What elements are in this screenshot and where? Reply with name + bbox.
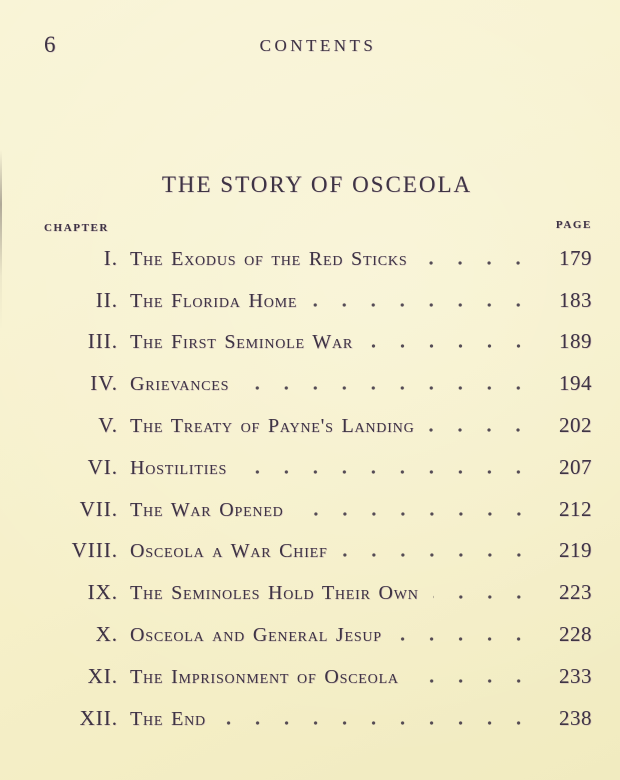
chapter-title: The Imprisonment of Osceola — [130, 665, 399, 688]
chapter-title: The Treaty of Payne's Landing — [130, 414, 415, 437]
chapter-title: The Florida Home — [130, 289, 298, 312]
chapter-numeral: X. — [95, 621, 118, 646]
chapter-page-number: 233 — [559, 663, 592, 688]
toc-entry — [45, 364, 592, 406]
chapter-page-number: 212 — [559, 496, 592, 521]
running-head: CONTENTS — [259, 36, 377, 55]
toc-entry — [45, 657, 592, 699]
chapter-numeral: VIII. — [71, 538, 118, 563]
toc-entry — [45, 615, 592, 657]
chapter-title: The Exodus of the Red Sticks — [130, 247, 408, 270]
chapter-numeral: IX. — [87, 580, 118, 605]
dot-leader-icon — [367, 344, 533, 348]
toc-entry — [45, 406, 592, 448]
page-column-label: PAGE — [555, 219, 592, 231]
dot-leader-icon — [311, 303, 533, 307]
chapter-title: Grievances — [130, 373, 230, 396]
chapter-numeral: I. — [103, 245, 118, 270]
dot-leader-icon — [396, 637, 533, 641]
page-number: 6 — [44, 32, 56, 57]
chapter-page-number: 189 — [559, 329, 592, 354]
dot-leader-icon — [433, 595, 533, 599]
chapter-title: Hostilities — [130, 456, 228, 479]
toc-entry — [45, 281, 592, 323]
chapter-numeral: XII. — [79, 705, 118, 730]
chapter-page-number: 238 — [559, 705, 592, 730]
chapter-page-number: 228 — [559, 621, 592, 646]
chapter-page-number: 179 — [559, 245, 592, 270]
chapter-page-number: 194 — [559, 371, 592, 396]
dot-leader-icon — [220, 721, 533, 725]
chapter-numeral: IV. — [90, 371, 118, 396]
chapter-page-number: 219 — [559, 538, 592, 563]
chapter-page-number: 183 — [559, 287, 592, 312]
dot-leader-icon — [421, 261, 533, 265]
dot-leader-icon — [413, 679, 533, 683]
chapter-title: The First Seminole War — [130, 331, 354, 354]
toc-entry — [45, 490, 592, 532]
dot-leader-icon — [428, 428, 533, 432]
chapter-title: The End — [130, 707, 206, 730]
chapter-title: The Seminoles Hold Their Own — [130, 582, 419, 605]
chapter-numeral: V. — [98, 412, 118, 437]
dot-leader-icon — [342, 553, 533, 557]
chapter-numeral: II. — [95, 287, 118, 312]
toc-entry — [45, 323, 592, 365]
chapter-title: The War Opened — [130, 498, 284, 521]
chapter-column-label: CHAPTER — [44, 222, 109, 234]
section-title: THE STORY OF OSCEOLA — [161, 172, 473, 197]
chapter-page-number: 202 — [559, 412, 592, 437]
toc-entry — [45, 532, 592, 574]
chapter-page-number: 223 — [559, 580, 592, 605]
toc-entry — [45, 448, 592, 490]
chapter-numeral: VII. — [79, 496, 118, 521]
table-of-contents — [45, 239, 592, 741]
chapter-numeral: XI. — [87, 663, 118, 688]
toc-entry — [45, 573, 592, 615]
toc-entry — [45, 239, 592, 281]
dot-leader-icon — [298, 512, 533, 516]
chapter-numeral: III. — [87, 329, 118, 354]
chapter-page-number: 207 — [559, 454, 592, 479]
dot-leader-icon — [243, 386, 533, 390]
dot-leader-icon — [241, 470, 533, 474]
chapter-title: Osceola a War Chief — [130, 540, 328, 563]
chapter-title: Osceola and General Jesup — [130, 623, 382, 646]
chapter-numeral: VI. — [87, 454, 118, 479]
toc-entry — [45, 699, 592, 741]
